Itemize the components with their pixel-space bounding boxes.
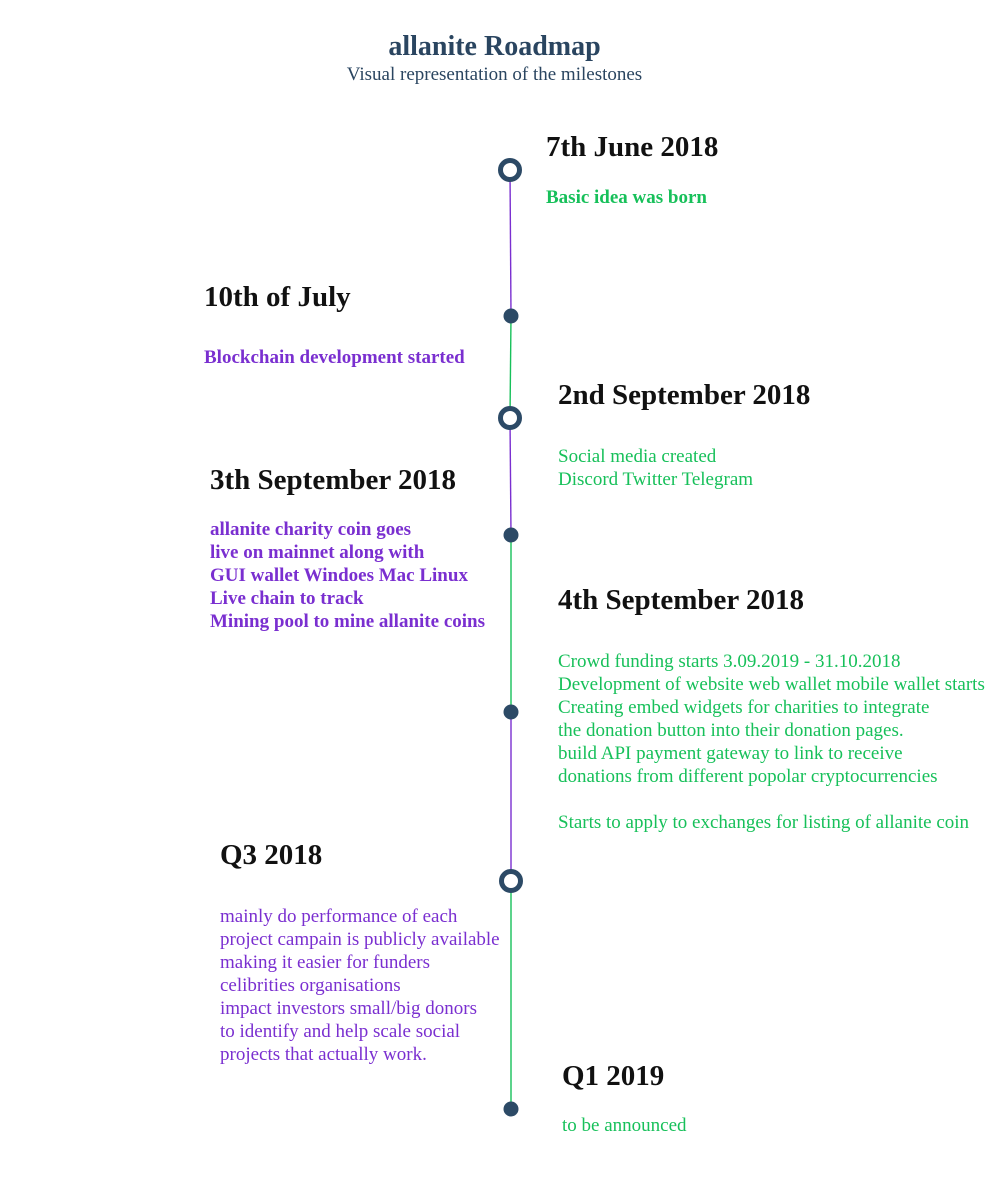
milestone-dot-marker (504, 309, 519, 324)
milestone-description-line: Social media created (558, 446, 717, 467)
milestone-description-line: Creating embed widgets for charities to integrate (558, 697, 930, 718)
milestone-description (204, 346, 465, 369)
milestone-description-line: project campain is publicly available (220, 929, 500, 950)
milestone-description-line: mainly do performance of each (220, 906, 458, 927)
milestone-date: 2nd September 2018 (558, 379, 811, 411)
milestone-description-line: Basic idea was born (546, 187, 707, 208)
milestone-description-line: to identify and help scale social (220, 1021, 461, 1042)
milestone-description-line: Live chain to track (210, 588, 364, 609)
page-title: allanite Roadmap (388, 31, 601, 62)
milestone-description-block (546, 186, 707, 209)
milestone-description (220, 905, 500, 1066)
milestone-description-line: projects that actually work. (220, 1044, 427, 1065)
milestone-description (558, 445, 753, 491)
milestone-date: Q1 2019 (562, 1060, 665, 1092)
milestone-description (558, 650, 985, 834)
milestone-description-line: the donation button into their donation pages. (558, 720, 904, 741)
milestone-description-line (558, 788, 985, 811)
milestone-dot-marker (504, 528, 519, 543)
milestone-description-line: allanite charity coin goes (210, 519, 412, 540)
milestone-date: Q3 2018 (220, 839, 323, 871)
milestone-date-block (210, 463, 456, 497)
milestone-dot-marker (504, 1102, 519, 1117)
milestone-description-line: making it easier for funders (220, 952, 430, 973)
milestone-description-block (558, 650, 985, 834)
milestone-date-block (546, 130, 718, 164)
timeline-connector (510, 170, 511, 316)
milestone-description-line: Crowd funding starts 3.09.2019 - 31.10.2018 (558, 651, 901, 672)
milestone-description-line: Discord Twitter Telegram (558, 469, 754, 490)
milestone-description-line: Development of website web wallet mobile wallet starts (558, 674, 985, 695)
milestone-description-line: build API payment gateway to link to receive (558, 743, 903, 764)
milestone-ring-marker (501, 409, 520, 428)
milestone-date-block (562, 1059, 664, 1093)
milestone-date-block (558, 583, 804, 617)
milestone-date-block (558, 378, 810, 412)
milestone-description-line: to be announced (562, 1115, 687, 1136)
milestone-description-block (220, 905, 500, 1066)
milestone-dot-marker (504, 705, 519, 720)
milestone-date-block (220, 838, 322, 872)
milestone-description-line: Mining pool to mine allanite coins (210, 611, 485, 632)
milestone-description-line: celibrities organisations (220, 975, 401, 996)
page-subtitle: Visual representation of the milestones (346, 64, 643, 85)
milestone-description (210, 518, 485, 633)
milestone-date: 10th of July (204, 281, 351, 313)
milestone-date: 4th September 2018 (558, 584, 804, 616)
milestone-description-block (562, 1114, 687, 1137)
milestone-description (562, 1114, 687, 1137)
milestone-description-block (204, 346, 465, 369)
milestone-description (546, 186, 707, 209)
milestone-description-line: GUI wallet Windoes Mac Linux (210, 565, 468, 586)
milestone-date-block (204, 280, 351, 314)
milestone-description-line: donations from different popolar cryptocurrencies (558, 766, 938, 787)
milestone-description-block (210, 518, 485, 633)
milestone-description-block (558, 445, 753, 491)
milestone-date: 7th June 2018 (546, 131, 719, 163)
milestone-ring-marker (502, 872, 521, 891)
milestone-description-line: Starts to apply to exchanges for listing of allanite coin (558, 812, 970, 833)
milestone-ring-marker (501, 161, 520, 180)
timeline-connector (510, 418, 511, 535)
milestone-description-line: Blockchain development started (204, 347, 465, 368)
milestone-date: 3th September 2018 (210, 464, 456, 496)
milestone-description-line: impact investors small/big donors (220, 998, 478, 1019)
milestone-description-line: live on mainnet along with (210, 542, 425, 563)
timeline-connector (510, 316, 511, 418)
